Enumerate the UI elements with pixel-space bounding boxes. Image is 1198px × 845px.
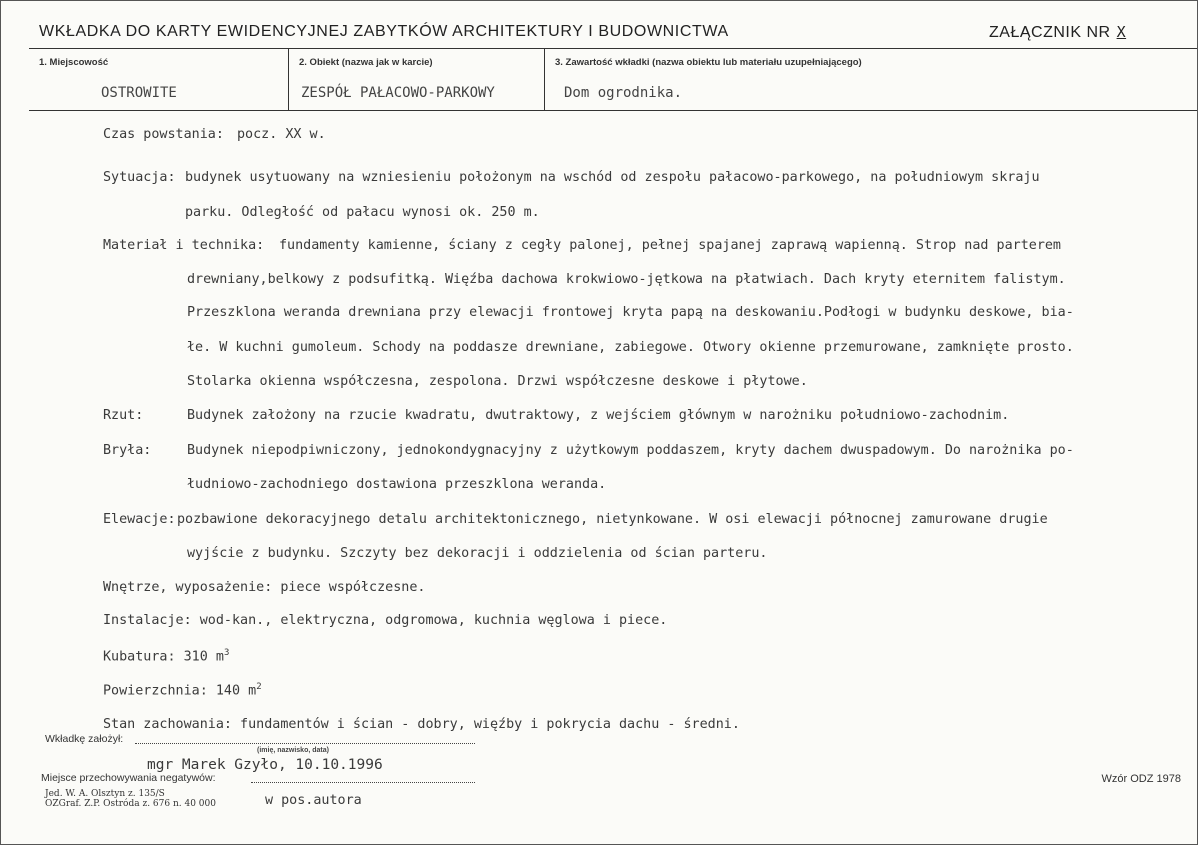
print-info-line: Jed. W. A. Olsztyn z. 135/S xyxy=(45,789,165,799)
elewacje-line: pozbawione dekoracyjnego detalu architektonicznego, nietynkowane. W osi elewacji północnej zamurowane drugie xyxy=(177,512,1048,527)
column-label-locality: 1. Miejscowość xyxy=(39,57,109,68)
print-info-line: OZGraf. Z.P. Ostróda z. 676 n. 40 000 xyxy=(45,799,216,809)
column-label-content: 3. Zawartość wkładki (nazwa obiektu lub materiału uzupełniającego) xyxy=(555,57,862,68)
column-value-content: Dom ogrodnika. xyxy=(564,85,683,101)
column-value-locality: OSTROWITE xyxy=(101,85,177,101)
powierzchnia-line xyxy=(103,682,262,698)
miejsce-value: w pos.autora xyxy=(265,793,362,808)
annex-label-text: ZAŁĄCZNIK NR xyxy=(989,24,1111,41)
sytuacja-line: parku. Odległość od pałacu wynosi ok. 250 m. xyxy=(185,205,540,220)
annex-number: X xyxy=(1116,23,1127,41)
material-label: Materiał i technika: xyxy=(103,238,265,253)
elewacje-label: Elewacje: xyxy=(103,512,176,527)
header-rule xyxy=(29,48,1197,49)
column-label-object: 2. Obiekt (nazwa jak w karcie) xyxy=(299,57,433,68)
miejsce-dotted-line xyxy=(251,782,475,783)
kubatura-text: Kubatura: 310 m xyxy=(103,649,224,665)
material-line: drewniany,belkowy z podsufitką. Więźba dachowa krokwiowo-jętkowa na płatwiach. Dach kryty eternitem falistym. xyxy=(187,272,1066,287)
material-line: Stolarka okienna współczesna, zespolona. Drzwi współczesne deskowe i płytowe. xyxy=(187,374,808,389)
name-hint: (imię, nazwisko, data) xyxy=(257,747,329,754)
bryla-label: Bryła: xyxy=(103,443,152,458)
powierzchnia-superscript: 2 xyxy=(256,682,262,692)
kubatura-superscript: 3 xyxy=(223,648,230,658)
author-line: mgr Marek Gzyło, 10.10.1996 xyxy=(147,757,383,773)
bryla-line: łudniowo-zachodniego dostawiona przeszklona weranda. xyxy=(187,477,607,492)
material-line: Przeszklona weranda drewniana przy elewacji frontowej kryta papą na deskowaniu.Podłogi w budynku deskowe, bia- xyxy=(187,305,1074,320)
column-divider-1 xyxy=(288,48,289,110)
czas-label: Czas powstania: xyxy=(103,127,224,142)
sytuacja-line: budynek usytuowany na wzniesieniu położonym na wschód od zespołu pałacowo-parkowego, na południowym skraju xyxy=(185,170,1040,185)
document-title: WKŁADKA DO KARTY EWIDENCYJNEJ ZABYTKÓW ARCHITEKTURY I BUDOWNICTWA xyxy=(39,23,729,40)
annex-label xyxy=(989,23,1126,42)
instalacje-line: Instalacje: wod-kan., elektryczna, odgromowa, kuchnia węglowa i piece. xyxy=(103,613,668,628)
czas-value: pocz. XX w. xyxy=(237,127,326,142)
zalozyl-label: Wkładkę założył: xyxy=(45,733,124,745)
zalozyl-dotted-line xyxy=(135,743,475,744)
stan-line: Stan zachowania: fundamentów i ścian - dobry, więźby i pokrycia dachu - średni. xyxy=(103,717,740,732)
rzut-label: Rzut: xyxy=(103,408,144,423)
sytuacja-label: Sytuacja: xyxy=(103,170,176,185)
column-divider-2 xyxy=(544,48,545,110)
material-line: fundamenty kamienne, ściany z cegły palonej, pełnej spajanej zaprawą wapienną. Strop nad parterem xyxy=(279,238,1061,253)
rzut-line: Budynek założony na rzucie kwadratu, dwutraktowy, z wejściem głównym w narożniku południowo-zachodnim. xyxy=(187,408,1010,423)
form-pattern-label: Wzór ODZ 1978 xyxy=(1101,773,1181,785)
miejsce-label: Miejsce przechowywania negatywów: xyxy=(41,772,216,784)
column-value-object: ZESPÓŁ PAŁACOWO-PARKOWY xyxy=(301,85,495,101)
material-line: łe. W kuchni gumoleum. Schody na poddasze drewniane, zabiegowe. Otwory okienne przemurowane, zamknięte prosto. xyxy=(187,340,1074,355)
bryla-line: Budynek niepodpiwniczony, jednokondygnacyjny z użytkowym poddaszem, kryty dachem dwuspadowym. Do narożnika po- xyxy=(187,443,1074,458)
kubatura-line xyxy=(103,648,229,664)
wnetrze-line: Wnętrze, wyposażenie: piece współczesne. xyxy=(103,580,426,595)
powierzchnia-text: Powierzchnia: 140 m xyxy=(103,683,257,699)
columns-bottom-rule xyxy=(29,110,1197,111)
elewacje-line: wyjście z budynku. Szczyty bez dekoracji i oddzielenia od ścian parteru. xyxy=(187,546,768,561)
